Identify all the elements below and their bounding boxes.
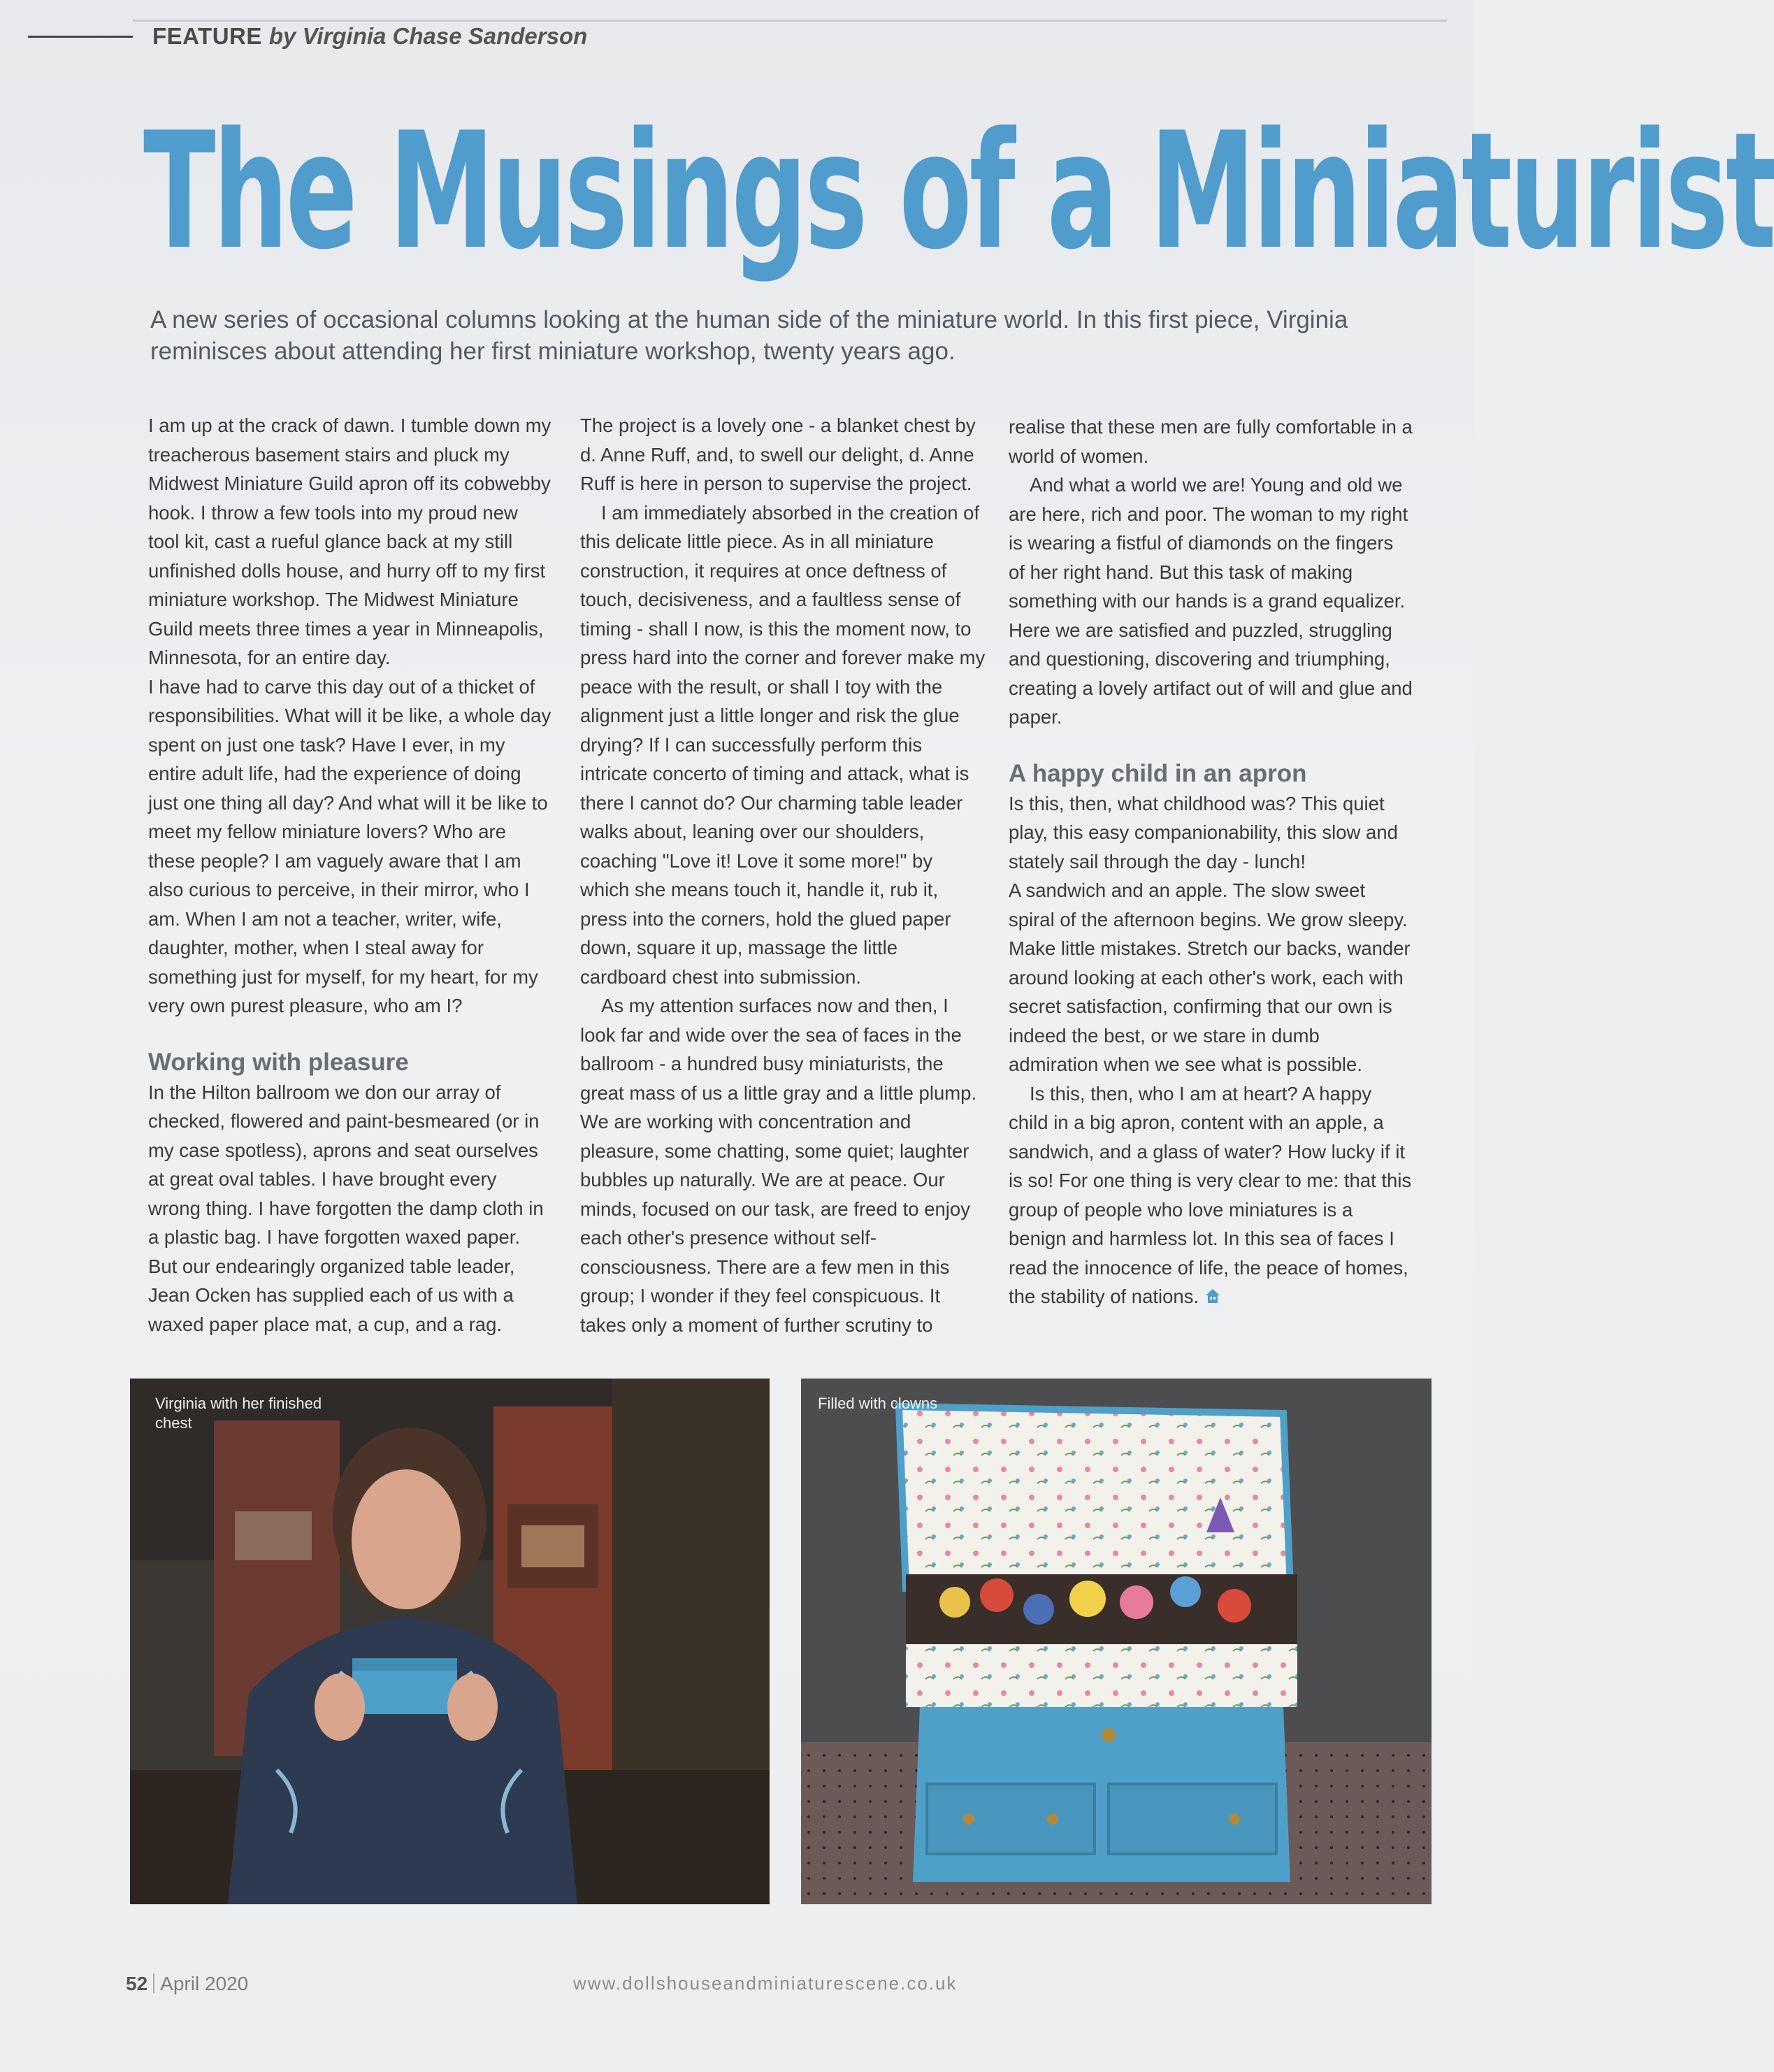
paragraph: realise that these men are fully comfortable in a world of women. bbox=[1009, 416, 1413, 467]
photo-caption-right: Filled with clowns bbox=[818, 1395, 938, 1412]
page-number: 52 bbox=[126, 1973, 148, 1994]
paragraph: And what a world we are! Young and old we are here, rich and poor. The woman to my right is wearing a fistful of diamonds on the fingers of her right hand. But this task of making something with our hands is a grand equalizer. Here we are satisfied and puzzled, struggling and questioning, discovering and triumphing, creating a lovely artifact out of will and glue and paper. bbox=[1009, 474, 1413, 728]
dolls-house-end-icon bbox=[1204, 1288, 1221, 1304]
paragraph: A sandwich and an apple. The slow sweet spiral of the afternoon begins. We grow sleepy. Make little mistakes. Stretch our backs, wander around looking at each other's work, each with secret satisfaction, confirming that our own is indeed the best, or we stare in dumb admiration when we see what is possible. bbox=[1009, 879, 1411, 1075]
footer-separator bbox=[153, 1973, 154, 1993]
page-footer bbox=[126, 1973, 1384, 2001]
section-kicker: FEATURE bbox=[152, 23, 262, 49]
photo-caption-left: Virginia with her finished chest bbox=[155, 1395, 322, 1432]
paragraph: I have had to carve this day out of a thicket of responsibilities. What will it be like, a whole day spent on just one task? Have I ever, in my entire adult life, had the experience of doing just one thing all day? And what will it be like to meet my fellow miniature lovers? Who are these people? I am vaguely aware that I am also curious to perceive, in their mirror, who I am. When I am not a teacher, writer, wife, daughter, mother, when I steal away for something just for myself, for my heart, for my very own purest pleasure, who am I? bbox=[148, 675, 551, 1016]
paragraph bbox=[1009, 1079, 1414, 1311]
paragraph: But our endearingly organized table leader, Jean Ocken has supplied each of us with a waxed paper place mat, a cup, and a rag. bbox=[148, 1255, 515, 1335]
paragraph: The project is a lovely one - a blanket chest by d. Anne Ruff, and, to swell our delight, d. Anne Ruff is here in person to supervise the project. bbox=[580, 415, 976, 494]
subheading-happy-child: A happy child in an apron bbox=[1009, 759, 1307, 787]
subheading-working-with-pleasure: Working with pleasure bbox=[148, 1048, 409, 1076]
issue-date: April 2020 bbox=[160, 1973, 249, 1994]
photo-chest-with-clowns bbox=[801, 1379, 1432, 1904]
article-title: The Musings of a Miniaturist bbox=[143, 99, 1774, 285]
photo-virginia-with-chest bbox=[130, 1379, 770, 1904]
paragraph: In the Hilton ballroom we don our array of checked, flowered and paint-besmeared (or in my case spotless), aprons and seat ourselves at great oval tables. I have brought every wrong thing. I have forgotten the damp cloth in a plastic bag. I have forgotten waxed paper. bbox=[148, 1081, 544, 1248]
text-column-1 bbox=[148, 411, 554, 1339]
section-header bbox=[28, 15, 1447, 57]
article-standfirst: A new series of occasional columns looking at the human side of the miniature world. In this first piece, Virginia reminisces about attending her first miniature workshop, twenty years ago. bbox=[150, 306, 1348, 365]
paragraph: I am up at the crack of dawn. I tumble down my treacherous basement stairs and pluck my Midwest Miniature Guild apron off its cobwebby hook. I throw a few tools into my proud new tool kit, cast a rueful glance back at my still unfinished dolls house, and hurry off to my first miniature workshop. The Midwest Miniature Guild meets three times a year in Minneapolis, Minnesota, for an entire day. bbox=[148, 415, 551, 668]
header-rule bbox=[28, 36, 133, 38]
paragraph: I am immediately absorbed in the creation of this delicate little piece. As in all miniature construction, it requires at once deftness of touch, decisiveness, and a faultless sense of timing - shall I now, is this the moment now, to press hard into the corner and forever make my peace with the result, or shall I toy with the alignment just a little longer and risk the glue drying? If I can successfully perform this intricate concerto of timing and attack, what is there I cannot do? Our charming table leader walks about, leaning over our shoulders, coaching "Love it! Love it some more!" by which she means touch it, handle it, rub it, press into the corners, hold the glued paper down, square it up, massage the little cardboard chest into submission. bbox=[580, 501, 986, 988]
paragraph: As my attention surfaces now and then, I look far and wide over the sea of faces in the ballroom - a hundred busy miniaturists, the great mass of us a little gray and a little plump. We are working with concentration and pleasure, some chatting, some quiet; laughter bubbles up naturally. We are at peace. Our minds, focused on our task, are freed to enjoy each other's presence without self-consciousness. There are a few men in this group; I wonder if they feel conspicuous. It takes only a moment of further scrutiny to bbox=[580, 995, 977, 1336]
paragraph: Is this, then, what childhood was? This quiet play, this easy companionability, this slow and stately sail through the day - lunch! bbox=[1009, 792, 1398, 872]
paragraph-text: Is this, then, who I am at heart? A happy child in a big apron, content with an apple, a sandwich, and a glass of water? How lucky if it is so! For one thing is very clear to me: that this group of people who love miniatures is a benign and harmless lot. In this sea of faces I read the innocence of life, the peace of homes, the stability of nations. bbox=[1009, 1082, 1412, 1307]
photo-illustration bbox=[801, 1379, 1432, 1904]
photo-illustration bbox=[130, 1379, 770, 1904]
author-byline: by Virginia Chase Sanderson bbox=[268, 23, 588, 49]
website-url: www.dollshouseandminiaturescene.co.uk bbox=[573, 1973, 958, 1994]
text-column-2 bbox=[580, 411, 986, 1339]
text-column-3 bbox=[1009, 412, 1414, 1311]
